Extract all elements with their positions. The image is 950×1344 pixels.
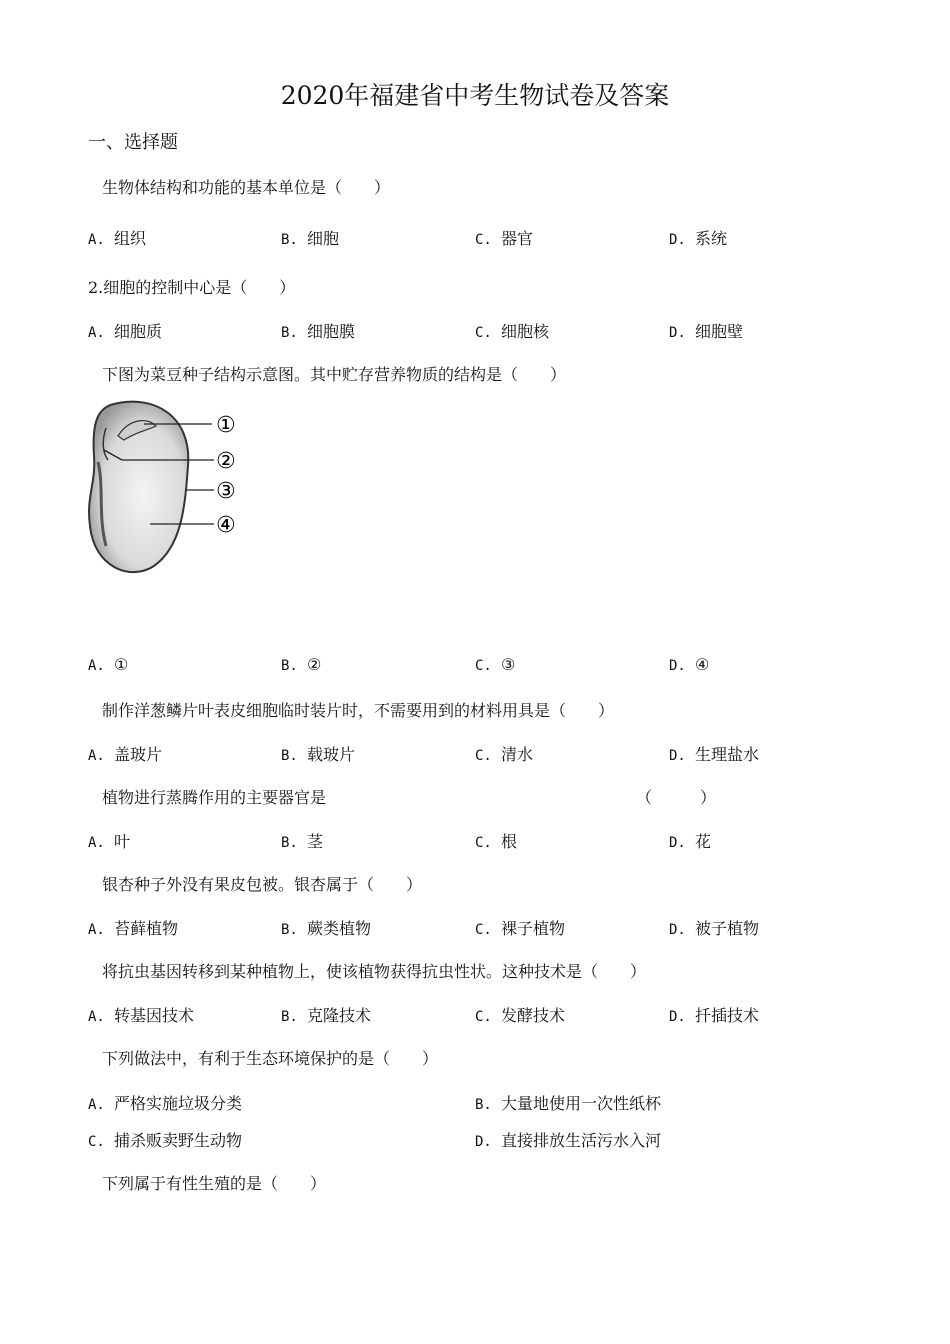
question-stem-8: 下列做法中，有利于生态环境保护的是（ ） (102, 1049, 439, 1068)
option-6-a: A. 苔藓植物 (88, 919, 179, 938)
figure-label-1: ① (216, 413, 236, 438)
question-stem-2: 2.细胞的控制中心是（ ） (88, 278, 296, 297)
option-1-a: A. 组织 (88, 229, 147, 248)
option-5-a: A. 叶 (88, 832, 131, 851)
option-8-b: B. 大量地使用一次性纸杯 (475, 1094, 662, 1113)
option-4-c: C. 清水 (475, 745, 534, 764)
figure-label-2: ② (216, 449, 236, 474)
option-3-a: A. ① (88, 655, 129, 674)
option-6-b: B. 蕨类植物 (281, 919, 372, 938)
option-4-a: A. 盖玻片 (88, 745, 163, 764)
option-5-b: B. 茎 (281, 832, 324, 851)
option-2-a: A. 细胞质 (88, 322, 163, 341)
option-1-b: B. 细胞 (281, 229, 340, 248)
option-8-a: A. 严格实施垃圾分类 (88, 1094, 243, 1113)
question-stem-6: 银杏种子外没有果皮包被。银杏属于（ ） (102, 875, 423, 894)
option-6-c: C. 裸子植物 (475, 919, 566, 938)
figure-label-4: ④ (216, 513, 236, 538)
option-7-c: C. 发酵技术 (475, 1006, 566, 1025)
bean-seed-diagram (84, 396, 254, 576)
question-stem-9: 下列属于有性生殖的是（ ） (102, 1174, 327, 1193)
option-6-d: D. 被子植物 (669, 919, 760, 938)
option-4-d: D. 生理盐水 (669, 745, 760, 764)
option-8-c: C. 捕杀贩卖野生动物 (88, 1131, 243, 1150)
option-4-b: B. 载玻片 (281, 745, 356, 764)
option-8-d: D. 直接排放生活污水入河 (475, 1131, 662, 1150)
option-7-a: A. 转基因技术 (88, 1006, 195, 1025)
option-2-d: D. 细胞壁 (669, 322, 744, 341)
option-2-b: B. 细胞膜 (281, 322, 356, 341)
option-1-d: D. 系统 (669, 229, 728, 248)
option-7-b: B. 克隆技术 (281, 1006, 372, 1025)
page-title: 2020年福建省中考生物试卷及答案 (280, 81, 670, 110)
option-3-c: C. ③ (475, 655, 516, 674)
option-3-b: B. ② (281, 655, 322, 674)
option-3-d: D. ④ (669, 655, 710, 674)
question-stem-7: 将抗虫基因转移到某种植物上，使该植物获得抗虫性状。这种技术是（ ） (102, 962, 647, 981)
question-stem-1: 生物体结构和功能的基本单位是（ ） (102, 178, 391, 197)
option-5-c: C. 根 (475, 832, 518, 851)
option-1-c: C. 器官 (475, 229, 534, 248)
figure-label-3: ③ (216, 479, 236, 504)
option-2-c: C. 细胞核 (475, 322, 550, 341)
question-stem-4: 制作洋葱鳞片叶表皮细胞临时装片时，不需要用到的材料用具是（ ） (102, 701, 615, 720)
option-5-d: D. 花 (669, 832, 712, 851)
option-7-d: D. 扦插技术 (669, 1006, 760, 1025)
question-stem-5: 植物进行蒸腾作用的主要器官是 (102, 788, 327, 807)
question-stem-3: 下图为菜豆种子结构示意图。其中贮存营养物质的结构是（ ） (102, 365, 567, 384)
section-heading: 一、选择题 (88, 132, 178, 153)
answer-paren-5: （ ） (636, 788, 717, 807)
